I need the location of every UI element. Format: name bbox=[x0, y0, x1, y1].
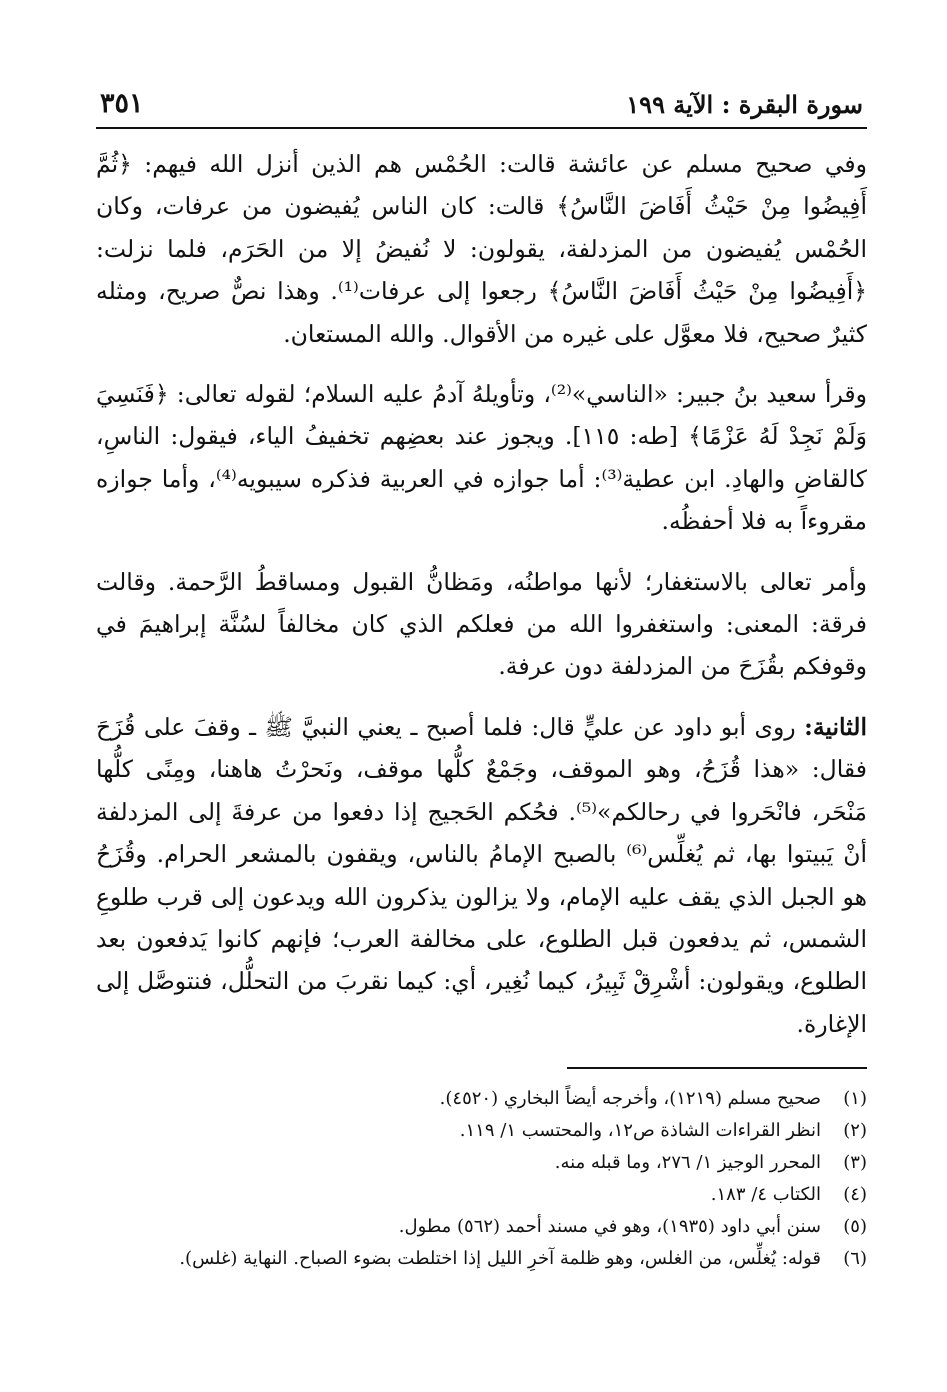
paragraph-text: وفي صحيح مسلم عن عائشة قالت: الحُمْس هم الذين أنزل الله فيهم: ﴿ثُمَّ أَفِيضُوا مِنْ حَيْثُ أَفَاضَ النَّاسُ﴾ قالت: كان الناس يُفيضون من عرفات، وكان الحُمْس يُفيضون من المزدلفة، يقولون: لا نُفيضُ إلا من الحَرَم، فلما نزلت: ﴿أَفِيضُوا مِنْ حَيْثُ أَفَاضَ النَّاسُ﴾ رجعوا إلى عرفات⁽¹⁾. وهذا نصٌّ صريح، ومثله كثيرٌ صحيح، فلا معوَّل على غيره من الأقوال. والله المستعان. bbox=[96, 150, 867, 348]
paragraph-text: وقرأ سعيد بنُ جبير: «الناسي»⁽²⁾، وتأويلهُ آدمُ عليه السلام؛ لقوله تعالى: ﴿فَنَسِيَ وَلَمْ نَجِدْ لَهُ عَزْمًا﴾ [طه: ١١٥]. ويجوز عند بعضِهم تخفيفُ الياء، فيقول: الناسِ، كالقاضِ والهادِ. ابن عطية⁽³⁾: أما جوازه في العربية فذكره سيبويه⁽⁴⁾، وأما جوازه مقروءاً به فلا أحفظُه. bbox=[96, 380, 867, 536]
footnote-number: (٦) bbox=[843, 1248, 867, 1270]
footnote-text: انظر القراءات الشاذة ص١٢، والمحتسب ١/ ١١٩. bbox=[459, 1120, 821, 1142]
footnote bbox=[96, 1211, 867, 1243]
footnote bbox=[96, 1147, 867, 1179]
footnote-separator bbox=[567, 1067, 867, 1069]
paragraph bbox=[96, 706, 867, 1045]
paragraph-text: وأمر تعالى بالاستغفار؛ لأنها مواطنُه، ومَظانُّ القبول ومساقطُ الرَّحمة. وقالت فرقة: المعنى: واستغفروا الله من فعلكم الذي كان مخالفاً لسُنَّة إبراهيمَ في وقوفكم بقُزَحَ من المزدلفة دون عرفة. bbox=[96, 567, 867, 681]
footnote-number: (١) bbox=[843, 1088, 867, 1110]
main-text bbox=[96, 143, 867, 1045]
paragraph bbox=[96, 373, 867, 543]
paragraph bbox=[96, 143, 867, 355]
footnote-text: قوله: يُغلِّس، من الغلس، وهو ظلمة آخرِ الليل إذا اختلطت بضوء الصباح. النهاية (غلس). bbox=[179, 1248, 821, 1270]
footnote-text: الكتاب ٤/ ١٨٣. bbox=[710, 1184, 821, 1206]
footnote bbox=[96, 1243, 867, 1275]
surah-title: سورة البقرة : الآية ١٩٩ bbox=[626, 90, 863, 119]
footnote bbox=[96, 1115, 867, 1147]
footnote-text: المحرر الوجيز ١/ ٢٧٦، وما قبله منه. bbox=[554, 1152, 821, 1174]
paragraph bbox=[96, 561, 867, 688]
footnote-number: (٢) bbox=[843, 1120, 867, 1142]
footnote-number: (٤) bbox=[843, 1184, 867, 1206]
paragraph-text: روى أبو داود عن عليٍّ قال: فلما أصبح ـ يعني النبيَّ ﷺ ـ وقفَ على قُزَحَ فقال: «هذا قُزَحُ، وهو الموقف، وجَمْعٌ كلُّها موقف، ونَحرْتُ هاهنا، ومِنًى كلُّها مَنْحَر، فانْحَروا في رحالكم»⁽⁵⁾. فحُكم الحَجيج إذا دفعوا من عرفةَ إلى المزدلفة أنْ يَبيتوا بها، ثم يُغلِّس⁽⁶⁾ بالصبح الإمامُ بالناس، ويقفون بالمشعر الحرام. وقُزَحُ هو الجبل الذي يقف عليه الإمام، ولا يزالون يذكرون الله ويدعون إلى قرب طلوعِ الشمس، ثم يدفعون قبل الطلوع، على مخالفة العرب؛ فإنهم كانوا يَدفعون بعد الطلوع، ويقولون: أشْرِقْ ثَبِيرُ، كيما نُغِير، أي: كيما نقربَ من التحلُّل، فنتوصَّل إلى الإغارة. bbox=[96, 712, 868, 1038]
footnote-text: صحيح مسلم (١٢١٩)، وأخرجه أيضاً البخاري (٤٥٢٠). bbox=[439, 1088, 821, 1110]
footnote-text: سنن أبي داود (١٩٣٥)، وهو في مسند أحمد (٥٦٢) مطول. bbox=[398, 1216, 821, 1238]
footnote bbox=[96, 1083, 867, 1115]
paragraph-lead: الثانية: bbox=[804, 712, 867, 741]
running-header bbox=[96, 88, 867, 127]
footnote-number: (٥) bbox=[843, 1216, 867, 1238]
header-rule bbox=[96, 127, 867, 129]
footnote-number: (٣) bbox=[843, 1152, 867, 1174]
footnote bbox=[96, 1179, 867, 1211]
footnotes bbox=[96, 1083, 867, 1275]
page-number: ٣٥١ bbox=[100, 88, 144, 119]
